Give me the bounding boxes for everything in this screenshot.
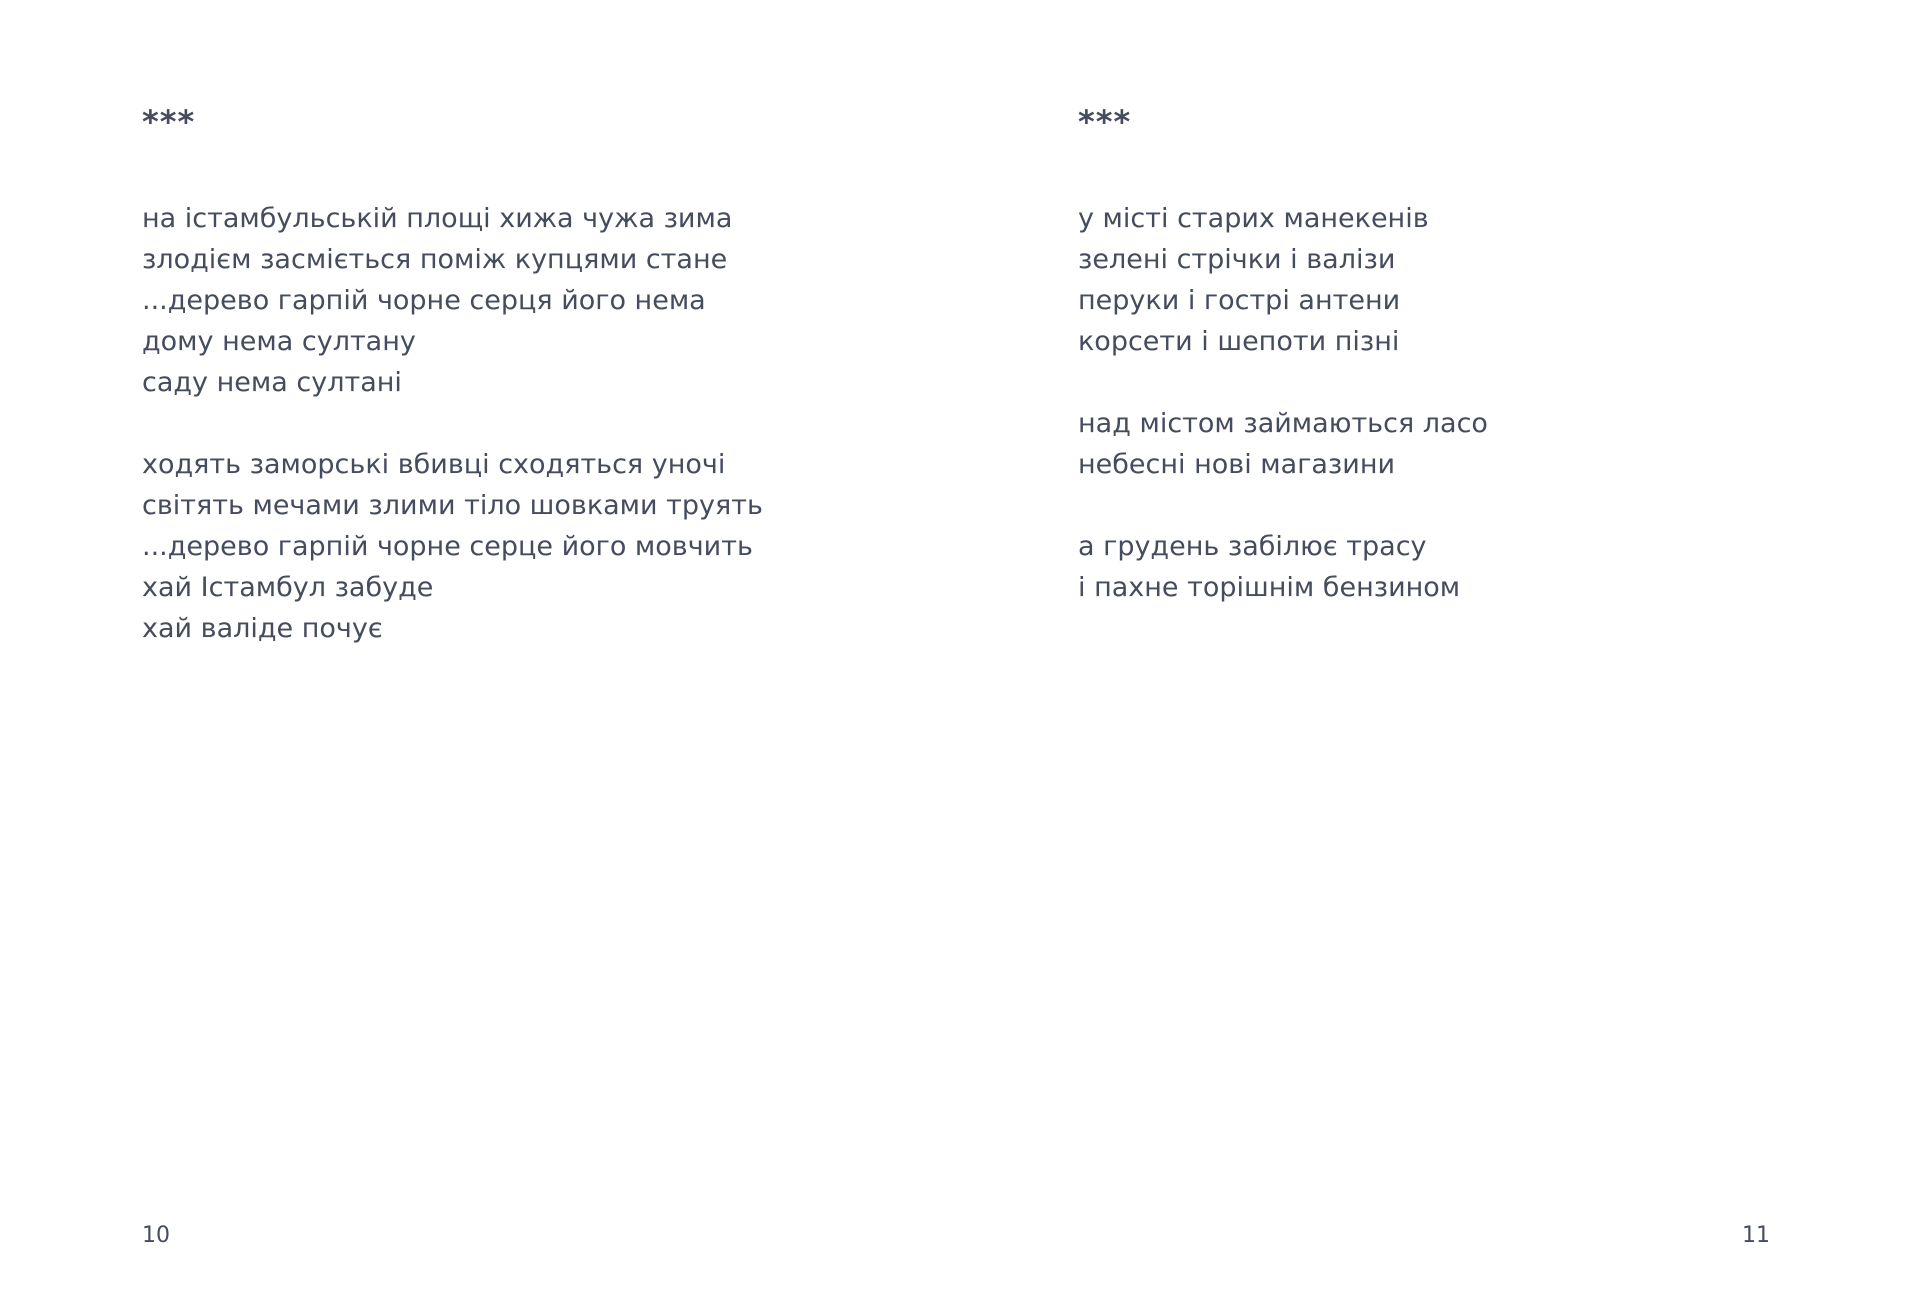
stanza [142,444,902,649]
left-page [0,0,940,1303]
poem-left [142,102,902,690]
poem-line: хай валіде почує [142,613,383,644]
stanza [1078,403,1838,485]
page-number-right: 11 [1742,1223,1770,1248]
poem-line: у місті старих манекенів [1078,203,1429,234]
poem-line: ходять заморські вбивці сходяться уночі [142,449,726,480]
poem-line: хай Істамбул забуде [142,572,434,603]
stanza [1078,198,1838,362]
poem-divider: *** [1078,103,1132,141]
poem-line: злодієм засміється поміж купцями стане [142,244,728,275]
poem-line: світять мечами злими тіло шовками труять [142,490,763,521]
poem-line: і пахне торішнім бензином [1078,572,1461,603]
poem-line: дому нема султану [142,326,416,357]
poem-line: саду нема султані [142,367,402,398]
poem-line: ...дерево гарпій чорне серце його мовчить [142,531,753,562]
right-page [960,0,1900,1303]
stanza [142,198,902,403]
poem-line: небесні нові магазини [1078,449,1396,480]
poem-line: а грудень забілює трасу [1078,531,1427,562]
poem-line: на істамбульській площі хижа чужа зима [142,203,733,234]
poem-line: перуки і гострі антени [1078,285,1401,316]
poem-line: ...дерево гарпій чорне серця його нема [142,285,706,316]
poem-right [1078,102,1838,649]
poem-line: над містом займаються ласо [1078,408,1488,439]
poem-line: корсети і шепоти пізні [1078,326,1400,357]
page-number-left: 10 [142,1223,170,1248]
poem-line: зелені стрічки і валізи [1078,244,1396,275]
stanza [1078,526,1838,608]
poem-divider: *** [142,103,196,141]
